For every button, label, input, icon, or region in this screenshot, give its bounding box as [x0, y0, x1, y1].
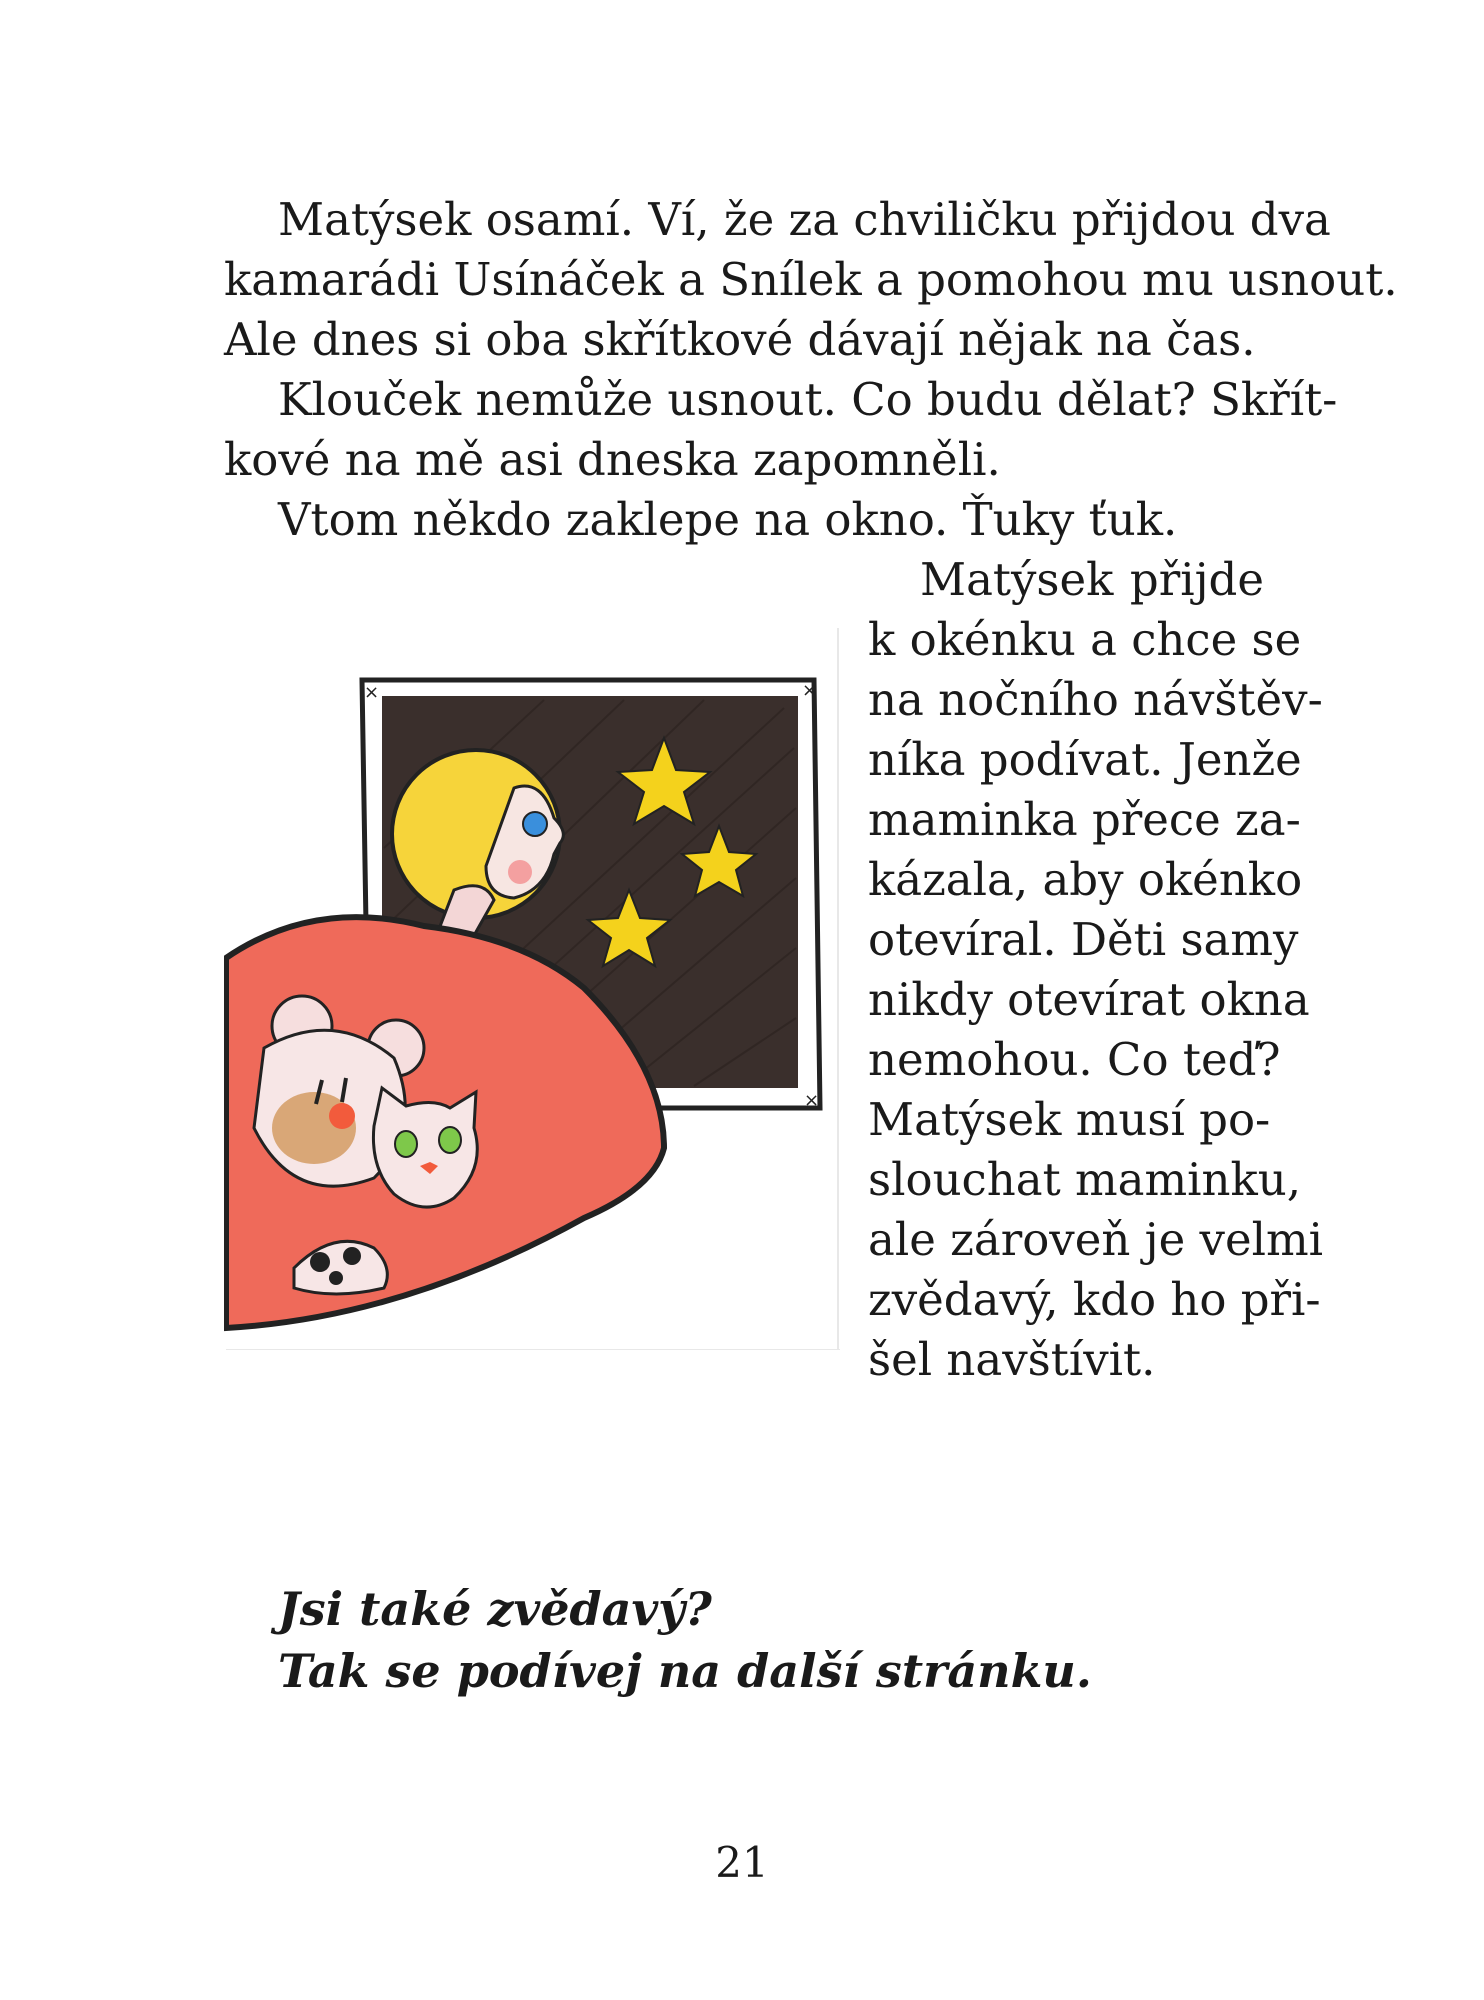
story-line-13: otevíral. Děti samy: [868, 913, 1299, 966]
story-line-2: kamarádi Usínáček a Snílek a pomohou mu usnout.: [224, 253, 1398, 306]
story-line-7: Matýsek přijde: [920, 553, 1264, 606]
story-line-11: maminka přece za-: [868, 793, 1301, 846]
page-number: 21: [715, 1838, 769, 1887]
boy-cheek: [508, 860, 532, 884]
story-line-10: níka podívat. Jenže: [868, 733, 1302, 786]
story-line-8: k okénku a chce se: [868, 613, 1302, 666]
story-line-6: Vtom někdo zaklepe na okno. Ťuky ťuk.: [278, 493, 1178, 546]
story-line-9: na nočního návštěv-: [868, 673, 1323, 726]
story-line-14: nikdy otevírat okna: [868, 973, 1310, 1026]
illustration-svg: [224, 628, 840, 1350]
boy-eye: [523, 812, 547, 836]
story-line-15: nemohou. Co teď?: [868, 1033, 1281, 1086]
story-line-18: ale zároveň je velmi: [868, 1213, 1324, 1266]
question-line-2: Tak se podívej na další stránku.: [278, 1644, 1092, 1698]
story-line-19: zvědavý, kdo ho při-: [868, 1273, 1321, 1326]
story-line-3: Ale dnes si oba skřítkové dávají nějak na čas.: [224, 313, 1256, 366]
story-line-4: Klouček nemůže usnout. Co budu dělat? Skřít-: [278, 373, 1338, 426]
svg-text:×: ×: [364, 682, 380, 703]
story-line-17: slouchat maminku,: [868, 1153, 1302, 1206]
story-line-5: kové na mě asi dneska zapomněli.: [224, 433, 1001, 486]
story-line-1: Matýsek osamí. Ví, že za chviličku přijdou dva: [278, 193, 1331, 246]
story-line-12: kázala, aby okénko: [868, 853, 1303, 906]
story-line-16: Matýsek musí po-: [868, 1093, 1271, 1146]
svg-text:×: ×: [804, 1090, 820, 1111]
story-line-20: šel navštívit.: [868, 1333, 1156, 1386]
question-line-1: Jsi také zvědavý?: [278, 1582, 712, 1636]
illustration-night-window: [224, 628, 840, 1350]
cat-face: [373, 1088, 477, 1207]
svg-text:×: ×: [802, 680, 818, 701]
